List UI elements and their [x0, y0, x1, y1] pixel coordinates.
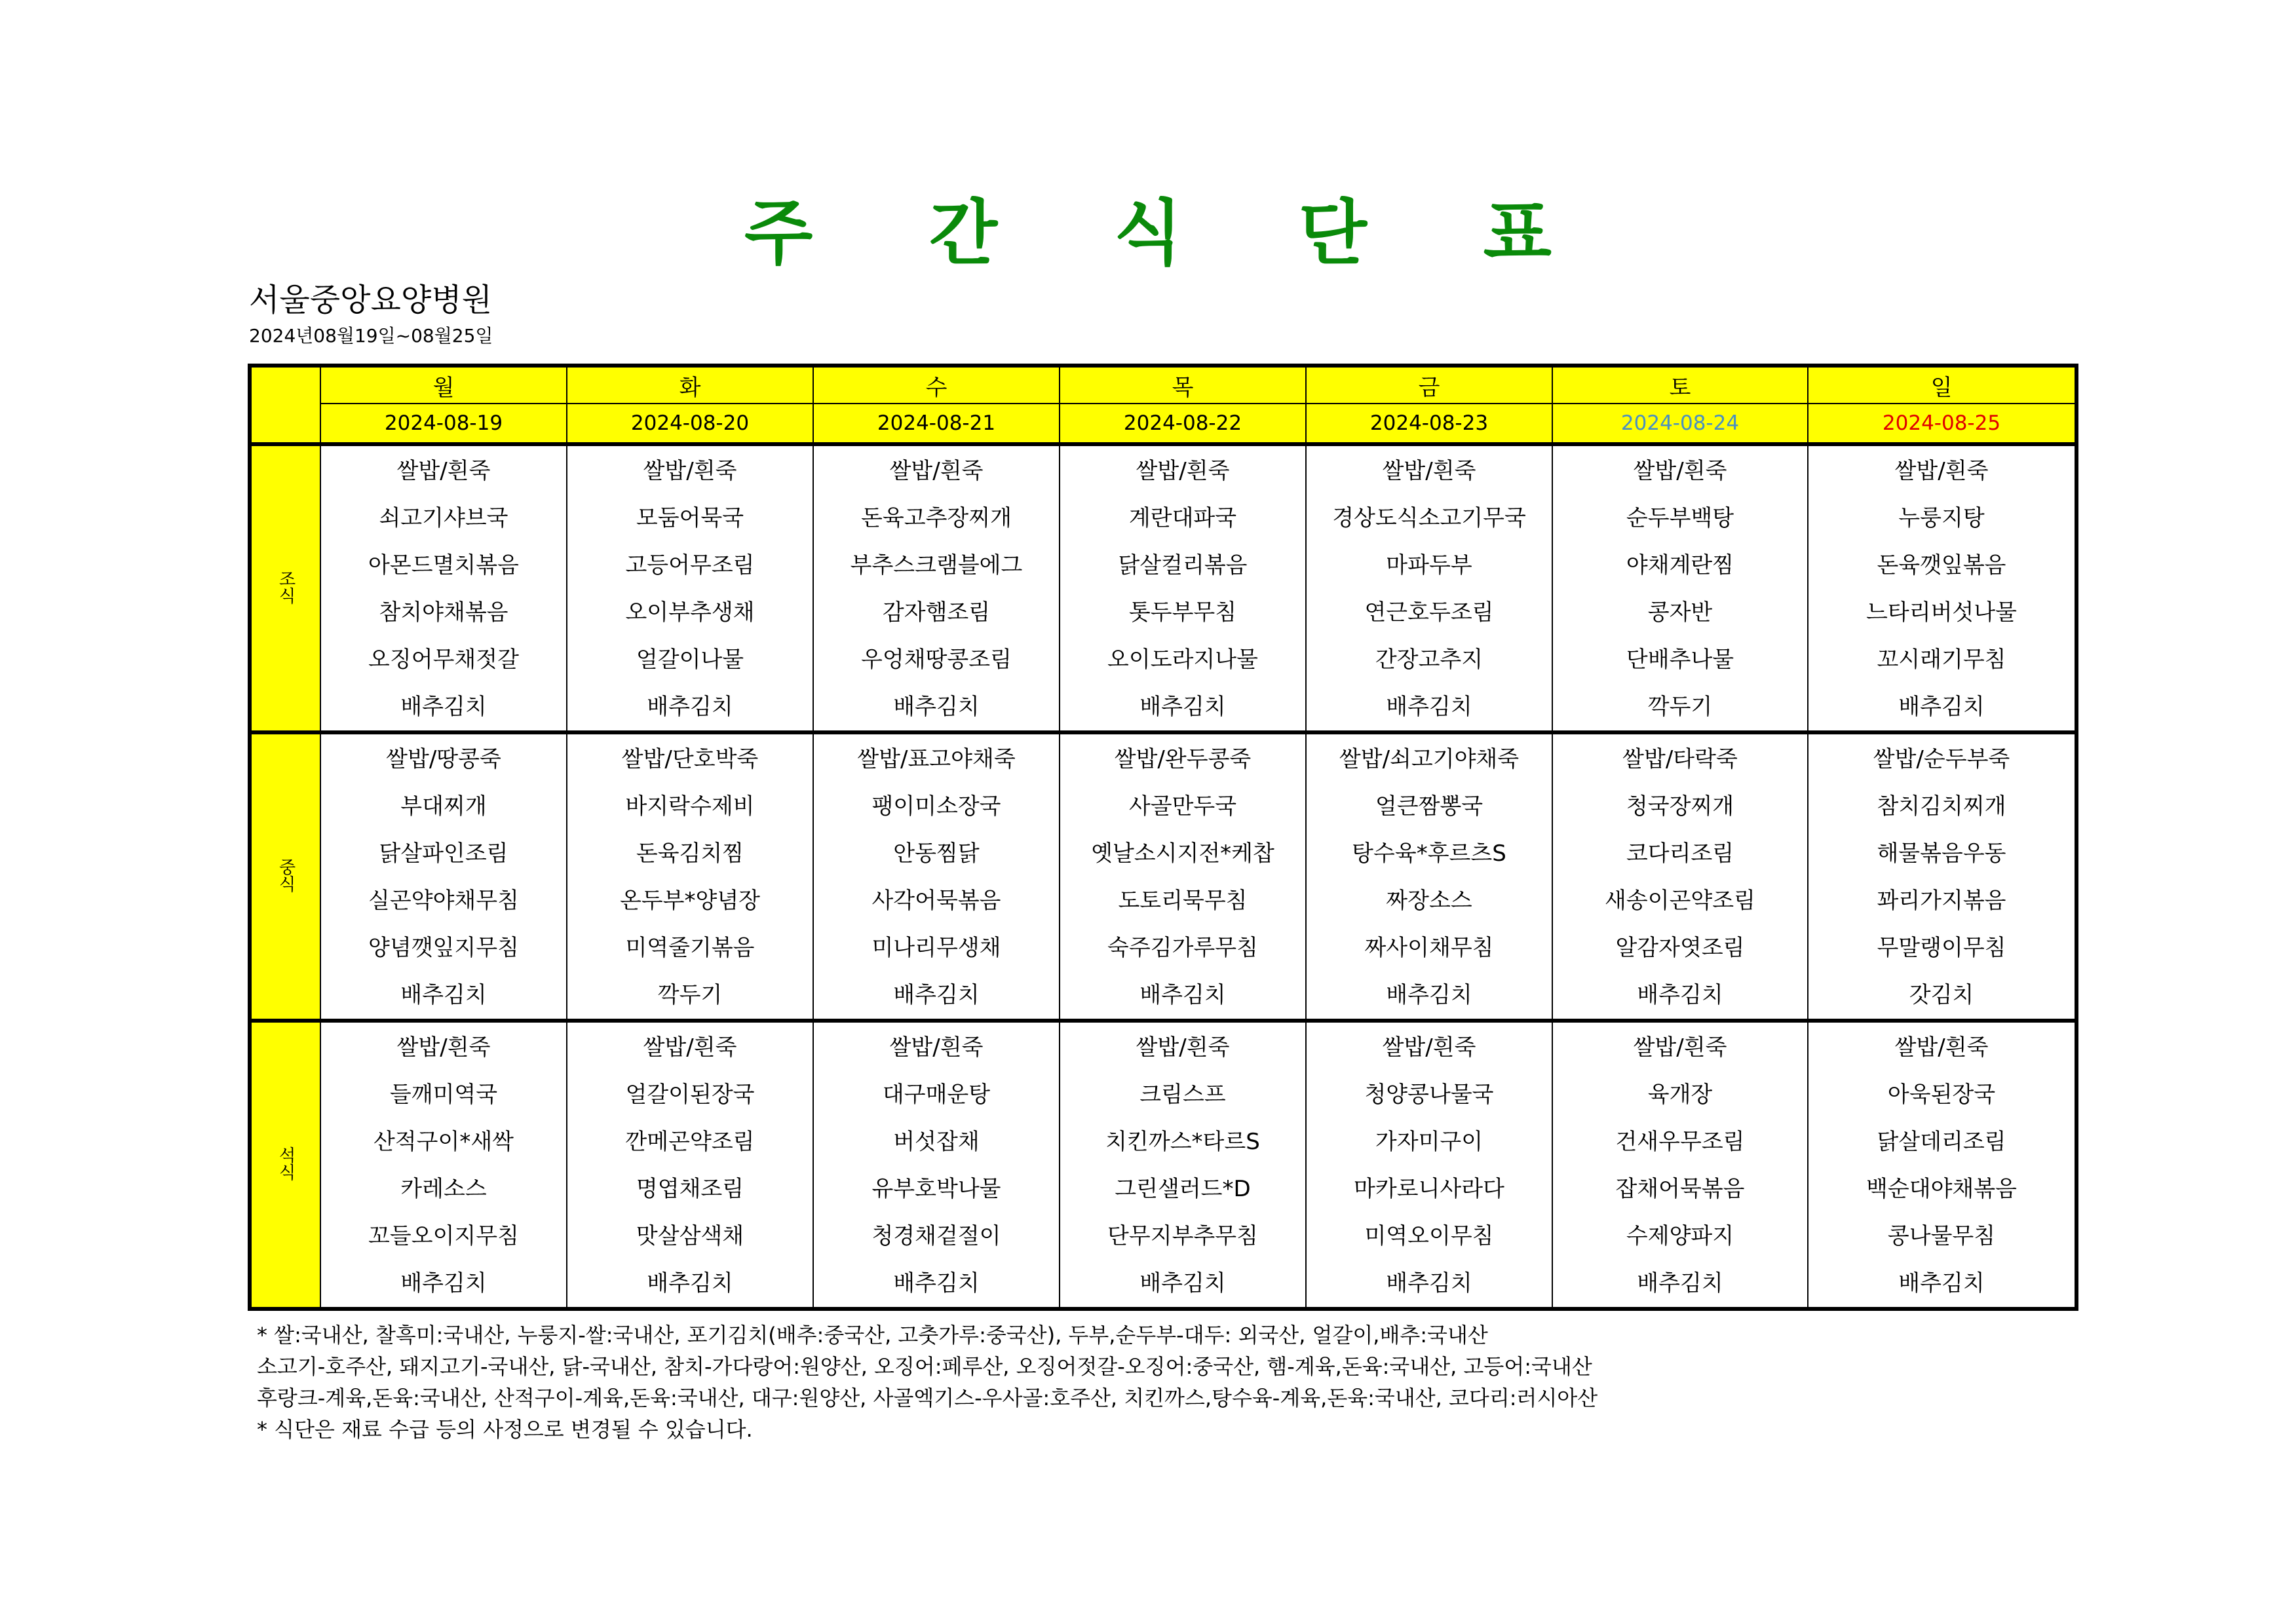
menu-cell: [813, 732, 1060, 1021]
dish-item: 사각어묵볶음: [871, 888, 1001, 914]
dish-item: 감자햄조림: [882, 599, 991, 626]
dish-item: 크림스프: [1139, 1082, 1226, 1108]
menu-cell: [567, 444, 813, 732]
dish-item: 명엽채조림: [636, 1176, 744, 1202]
dish-item: 백순대야채볶음: [1866, 1176, 2017, 1202]
meal-label-cell: [250, 1021, 320, 1309]
dish-item: 쌀밥/표고야채죽: [857, 746, 1016, 772]
dish-item: 육개장: [1647, 1082, 1713, 1108]
menu-cell: [1808, 444, 2076, 732]
dish-item: 닭살데리조림: [1877, 1129, 2006, 1155]
dish-item: 배추김치: [1637, 982, 1723, 1008]
menu-cell: [320, 732, 567, 1021]
dish-item: 쌀밥/흰죽: [1894, 458, 1989, 484]
menu-cell: [1306, 1021, 1552, 1309]
dish-item: 꼬들오이지무침: [368, 1223, 519, 1249]
dish-item: 쌀밥/땅콩죽: [386, 746, 501, 772]
dish-item: 배추김치: [647, 1270, 733, 1296]
dish-item: 콩나물무침: [1887, 1223, 1996, 1249]
dish-item: 양념깻잎지무침: [368, 935, 519, 961]
dish-item: 쌀밥/완두콩죽: [1114, 746, 1252, 772]
dish-item: 배추김치: [1898, 694, 1985, 720]
dish-item: 쌀밥/흰죽: [1382, 458, 1476, 484]
dish-item: 얼갈이나물: [636, 647, 744, 673]
menu-cell: [1060, 732, 1306, 1021]
dish-item: 꼬시래기무침: [1877, 647, 2006, 673]
dish-item: 쌀밥/흰죽: [1633, 1034, 1727, 1061]
meal-label: 석식: [276, 1146, 296, 1180]
date-label-saturday: 2024-08-24: [1552, 404, 1808, 444]
dish-item: 간장고추지: [1375, 647, 1483, 673]
dish-item: 얼갈이된장국: [625, 1082, 755, 1108]
menu-cell: [567, 1021, 813, 1309]
dish-item: 실곤약야채무침: [368, 888, 519, 914]
dish-item: 깐메곤약조림: [625, 1129, 755, 1155]
dish-item: 쌀밥/쇠고기야채죽: [1339, 746, 1520, 772]
menu-period: 2024년08월19일~08월25일: [249, 325, 493, 347]
dish-item: 배추김치: [1139, 982, 1226, 1008]
dish-item: 숙주김가루무침: [1107, 935, 1258, 961]
dish-item: 배추김치: [893, 1270, 980, 1296]
meal-label-cell: [250, 444, 320, 732]
dish-item: 단무지부추무침: [1107, 1223, 1258, 1249]
dish-item: 쌀밥/흰죽: [1894, 1034, 1989, 1061]
dish-item: 쌀밥/흰죽: [1382, 1034, 1476, 1061]
dish-item: 고등어무조림: [625, 552, 755, 578]
menu-cell: [1060, 1021, 1306, 1309]
menu-cell: [813, 444, 1060, 732]
dish-item: 팽이미소장국: [871, 793, 1001, 820]
day-label: 금: [1306, 366, 1552, 404]
dish-item: 배추김치: [1386, 982, 1472, 1008]
date-header-row: [250, 404, 2076, 444]
dish-item: 무말랭이무침: [1877, 935, 2006, 961]
date-label: 2024-08-19: [320, 404, 567, 444]
day-label: 토: [1552, 366, 1808, 404]
dish-item: 오이부추생채: [625, 599, 755, 626]
dish-item: 쌀밥/흰죽: [643, 1034, 737, 1061]
dish-item: 짜사이채무침: [1364, 935, 1494, 961]
dish-item: 참치김치찌개: [1877, 793, 2006, 820]
meal-row: [250, 732, 2076, 1021]
meal-row: [250, 1021, 2076, 1309]
weekly-menu-table: [248, 364, 2078, 1311]
dish-item: 수제양파지: [1626, 1223, 1734, 1249]
date-label: 2024-08-20: [567, 404, 813, 444]
meal-label: 조식: [276, 570, 296, 604]
dish-item: 가자미구이: [1375, 1129, 1483, 1155]
menu-cell: [1552, 732, 1808, 1021]
menu-cell: [1552, 444, 1808, 732]
dish-item: 연근호두조림: [1364, 599, 1494, 626]
dish-item: 쌀밥/순두부죽: [1873, 746, 2010, 772]
note-line: 소고기-호주산, 돼지고기-국내산, 닭-국내산, 참치-가다랑어:원양산, 오징어:페루산, 오징어젓갈-오징어:중국산, 햄-계육,돈육:국내산, 고등어:국내산: [257, 1354, 1592, 1379]
dish-item: 단배추나물: [1626, 647, 1734, 673]
dish-item: 청양콩나물국: [1364, 1082, 1494, 1108]
day-header-row: [250, 366, 2076, 404]
dish-item: 깍두기: [657, 982, 723, 1008]
dish-item: 닭살컬리볶음: [1118, 552, 1248, 578]
dish-item: 배추김치: [893, 982, 980, 1008]
dish-item: 배추김치: [1386, 1270, 1472, 1296]
dish-item: 건새우무조림: [1615, 1129, 1745, 1155]
dish-item: 산적구이*새싹: [373, 1129, 514, 1155]
day-label: 월: [320, 366, 567, 404]
dish-item: 새송이곤약조림: [1605, 888, 1755, 914]
dish-item: 청경채겉절이: [871, 1223, 1001, 1249]
dish-item: 계란대파국: [1128, 505, 1237, 531]
menu-cell: [320, 444, 567, 732]
dish-item: 배추김치: [1139, 1270, 1226, 1296]
dish-item: 갓김치: [1909, 982, 1974, 1008]
dish-item: 맛살삼색채: [636, 1223, 744, 1249]
meal-label: 중식: [276, 858, 296, 892]
dish-item: 짜장소스: [1386, 888, 1472, 914]
dish-item: 돈육깻잎볶음: [1877, 552, 2006, 578]
dish-item: 들깨미역국: [389, 1082, 498, 1108]
dish-item: 오징어무채젓갈: [368, 647, 519, 673]
page-title: 주 간 식 단 표: [744, 193, 1598, 274]
dish-item: 미역줄기볶음: [625, 935, 755, 961]
menu-cell: [1808, 732, 2076, 1021]
dish-item: 배추김치: [400, 694, 487, 720]
dish-item: 배추김치: [400, 982, 487, 1008]
day-label: 수: [813, 366, 1060, 404]
dish-item: 버섯잡채: [893, 1129, 980, 1155]
dish-item: 부추스크램블에그: [850, 552, 1023, 578]
dish-item: 도토리묵무침: [1118, 888, 1248, 914]
dish-item: 바지락수제비: [625, 793, 755, 820]
dish-item: 치킨까스*타르S: [1105, 1129, 1260, 1155]
dish-item: 우엉채땅콩조림: [861, 647, 1012, 673]
dish-item: 오이도라지나물: [1107, 647, 1258, 673]
menu-cell: [1060, 444, 1306, 732]
dish-item: 배추김치: [400, 1270, 487, 1296]
note-line: * 쌀:국내산, 찰흑미:국내산, 누룽지-쌀:국내산, 포기김치(배추:중국산, 고춧가루:중국산), 두부,순두부-대두: 외국산, 얼갈이,배추:국내산: [257, 1323, 1488, 1348]
dish-item: 온두부*양념장: [619, 888, 761, 914]
hospital-name: 서울중앙요양병원: [249, 282, 492, 318]
date-label: 2024-08-21: [813, 404, 1060, 444]
dish-item: 깍두기: [1647, 694, 1713, 720]
menu-cell: [567, 732, 813, 1021]
dish-item: 배추김치: [1139, 694, 1226, 720]
dish-item: 그린샐러드*D: [1115, 1176, 1251, 1202]
meal-row: [250, 444, 2076, 732]
dish-item: 부대찌개: [400, 793, 487, 820]
dish-item: 쌀밥/타락죽: [1622, 746, 1738, 772]
dish-item: 쇠고기샤브국: [379, 505, 508, 531]
dish-item: 톳두부무침: [1128, 599, 1237, 626]
dish-item: 얼큰짬뽕국: [1375, 793, 1483, 820]
dish-item: 쌀밥/흰죽: [396, 458, 491, 484]
dish-item: 누룽지탕: [1898, 505, 1985, 531]
dish-item: 해물볶음우동: [1877, 840, 2006, 867]
dish-item: 쌀밥/흰죽: [1136, 458, 1230, 484]
dish-item: 쌀밥/흰죽: [1136, 1034, 1230, 1061]
dish-item: 마파두부: [1386, 552, 1472, 578]
dish-item: 탕수육*후르츠S: [1352, 840, 1506, 867]
menu-cell: [1552, 1021, 1808, 1309]
dish-item: 아욱된장국: [1887, 1082, 1996, 1108]
dish-item: 배추김치: [1898, 1270, 1985, 1296]
dish-item: 참치야채볶음: [379, 599, 508, 626]
dish-item: 안동찜닭: [893, 840, 980, 867]
dish-item: 순두부백탕: [1626, 505, 1734, 531]
dish-item: 쌀밥/흰죽: [1633, 458, 1727, 484]
menu-cell: [1808, 1021, 2076, 1309]
dish-item: 사골만두국: [1128, 793, 1237, 820]
dish-item: 돈육고추장찌개: [861, 505, 1012, 531]
dish-item: 마카로니사라다: [1354, 1176, 1504, 1202]
dish-item: 알감자엿조림: [1615, 935, 1745, 961]
dish-item: 옛날소시지전*케찹: [1091, 840, 1274, 867]
date-label-sunday: 2024-08-25: [1808, 404, 2076, 444]
menu-cell: [1306, 444, 1552, 732]
meal-label-cell: [250, 732, 320, 1021]
dish-item: 돈육김치찜: [636, 840, 744, 867]
dish-item: 쌀밥/흰죽: [396, 1034, 491, 1061]
dish-item: 배추김치: [1637, 1270, 1723, 1296]
dish-item: 꽈리가지볶음: [1877, 888, 2006, 914]
dish-item: 카레소스: [400, 1176, 487, 1202]
day-label: 화: [567, 366, 813, 404]
dish-item: 미나리무생채: [871, 935, 1001, 961]
day-label: 목: [1060, 366, 1306, 404]
dish-item: 닭살파인조림: [379, 840, 508, 867]
dish-item: 배추김치: [647, 694, 733, 720]
dish-item: 아몬드멸치볶음: [368, 552, 519, 578]
menu-cell: [1306, 732, 1552, 1021]
menu-cell: [813, 1021, 1060, 1309]
menu-cell: [320, 1021, 567, 1309]
note-line: 후랑크-계육,돈육:국내산, 산적구이-계육,돈육:국내산, 대구:원양산, 사골엑기스-우사골:호주산, 치킨까스,탕수육-계육,돈육:국내산, 코다리:러시아산: [257, 1386, 1598, 1410]
dish-item: 경상도식소고기무국: [1332, 505, 1526, 531]
dish-item: 미역오이무침: [1364, 1223, 1494, 1249]
dish-item: 느타리버섯나물: [1866, 599, 2017, 626]
dish-item: 대구매운탕: [882, 1082, 991, 1108]
dish-item: 쌀밥/흰죽: [889, 1034, 984, 1061]
dish-item: 잡채어묵볶음: [1615, 1176, 1745, 1202]
date-label: 2024-08-22: [1060, 404, 1306, 444]
dish-item: 청국장찌개: [1626, 793, 1734, 820]
dish-item: 유부호박나물: [871, 1176, 1001, 1202]
dish-item: 배추김치: [893, 694, 980, 720]
date-label: 2024-08-23: [1306, 404, 1552, 444]
dish-item: 쌀밥/흰죽: [889, 458, 984, 484]
note-line: * 식단은 재료 수급 등의 사정으로 변경될 수 있습니다.: [257, 1417, 753, 1442]
day-label: 일: [1808, 366, 2076, 404]
dish-item: 콩자반: [1647, 599, 1713, 626]
corner-cell: [250, 366, 320, 444]
dish-item: 쌀밥/흰죽: [643, 458, 737, 484]
dish-item: 모둠어묵국: [636, 505, 744, 531]
dish-item: 코다리조림: [1626, 840, 1734, 867]
dish-item: 쌀밥/단호박죽: [621, 746, 759, 772]
dish-item: 야채계란찜: [1626, 552, 1734, 578]
dish-item: 배추김치: [1386, 694, 1472, 720]
origin-notes: [257, 1319, 1598, 1445]
